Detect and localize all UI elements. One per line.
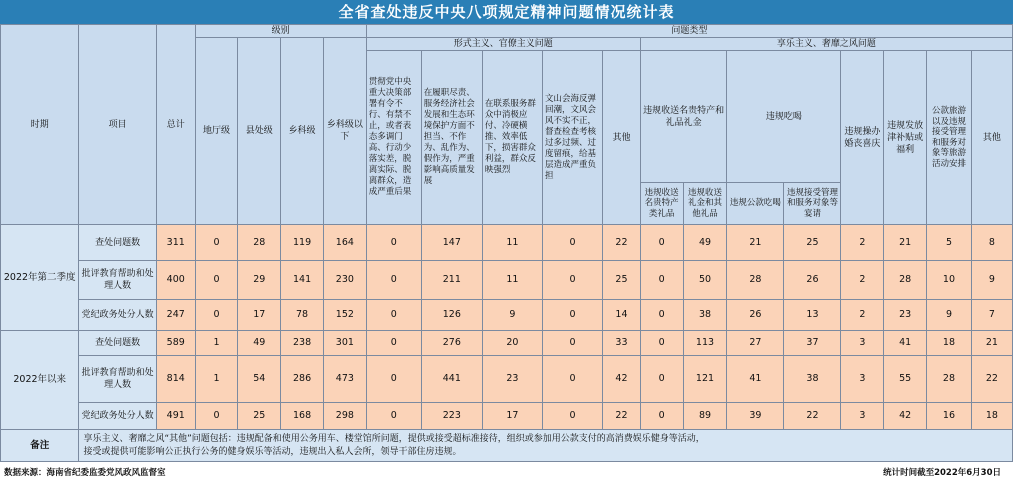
value-cell: 0 — [366, 225, 421, 261]
header-period: 时期 — [1, 25, 79, 225]
value-cell: 2 — [841, 261, 884, 300]
value-cell: 13 — [784, 300, 841, 331]
value-cell: 311 — [156, 225, 195, 261]
header-formalism-1: 贯彻党中央重大决策部署有令不行、有禁不止，或者表态多调门高、行动少落实差，脱离实际、脱离群众，造成严重后果 — [366, 51, 421, 225]
item-cell: 查处问题数 — [79, 331, 156, 356]
item-cell: 批评教育帮助和处理人数 — [79, 356, 156, 403]
item-cell: 批评教育帮助和处理人数 — [79, 261, 156, 300]
value-cell: 78 — [281, 300, 324, 331]
value-cell: 9 — [971, 261, 1012, 300]
value-cell: 28 — [927, 356, 972, 403]
value-cell: 141 — [281, 261, 324, 300]
value-cell: 17 — [238, 300, 281, 331]
value-cell: 8 — [971, 225, 1012, 261]
value-cell: 0 — [640, 261, 683, 300]
header-total: 总计 — [156, 25, 195, 225]
item-cell: 党纪政务处分人数 — [79, 403, 156, 430]
header-item: 项目 — [79, 25, 156, 225]
value-cell: 49 — [238, 331, 281, 356]
value-cell: 301 — [323, 331, 366, 356]
header-formalism-2: 在履职尽责、服务经济社会发展和生态环境保护方面不担当、不作为、乱作为、假作为，严重影响高质量发展 — [421, 51, 482, 225]
note-row — [1, 430, 1013, 462]
note-line-1: 享乐主义、奢靡之风“其他”问题包括：违规配备和使用公务用车、楼堂馆所问题，提供或接受超标准接待，组织或参加用公款支付的高消费娱乐健身等活动， — [83, 433, 705, 444]
note-label: 备注 — [1, 430, 79, 462]
value-cell: 0 — [366, 300, 421, 331]
value-cell: 0 — [195, 261, 238, 300]
header-formalism-3: 在联系服务群众中消极应付、冷硬横推、效率低下，损害群众利益，群众反映强烈 — [482, 51, 542, 225]
table-row — [1, 331, 1013, 356]
stats-table — [0, 24, 1013, 462]
value-cell: 0 — [543, 261, 603, 300]
value-cell: 0 — [640, 403, 683, 430]
value-cell: 1 — [195, 331, 238, 356]
value-cell: 126 — [421, 300, 482, 331]
value-cell: 39 — [727, 403, 784, 430]
header-level-1: 地厅级 — [195, 38, 238, 225]
value-cell: 491 — [156, 403, 195, 430]
value-cell: 33 — [603, 331, 641, 356]
value-cell: 18 — [971, 403, 1012, 430]
value-cell: 0 — [640, 356, 683, 403]
header-dining-group: 违规吃喝 — [727, 51, 841, 183]
value-cell: 29 — [238, 261, 281, 300]
item-cell: 查处问题数 — [79, 225, 156, 261]
header-hedonism-wedding: 违规操办婚丧喜庆 — [841, 51, 884, 225]
value-cell: 0 — [543, 331, 603, 356]
value-cell: 9 — [927, 300, 972, 331]
value-cell: 20 — [482, 331, 542, 356]
value-cell: 0 — [640, 225, 683, 261]
value-cell: 441 — [421, 356, 482, 403]
page-title: 全省查处违反中央八项规定精神问题情况统计表 — [0, 0, 1013, 24]
value-cell: 286 — [281, 356, 324, 403]
header-formalism-5: 其他 — [603, 51, 641, 225]
value-cell: 26 — [784, 261, 841, 300]
value-cell: 38 — [784, 356, 841, 403]
value-cell: 121 — [683, 356, 727, 403]
note-line-2: 接受或提供可能影响公正执行公务的健身娱乐等活动，违规出入私人会所，领导干部住房违规。 — [83, 446, 462, 457]
header-level-group: 级别 — [195, 25, 366, 38]
value-cell: 22 — [971, 356, 1012, 403]
value-cell: 238 — [281, 331, 324, 356]
value-cell: 0 — [640, 331, 683, 356]
value-cell: 276 — [421, 331, 482, 356]
value-cell: 22 — [603, 225, 641, 261]
note-text — [79, 430, 1013, 462]
header-gift-1: 违规收送名贵特产类礼品 — [640, 183, 683, 225]
value-cell: 26 — [727, 300, 784, 331]
value-cell: 113 — [683, 331, 727, 356]
value-cell: 5 — [927, 225, 972, 261]
header-formalism-group: 形式主义、官僚主义问题 — [366, 38, 640, 51]
value-cell: 230 — [323, 261, 366, 300]
value-cell: 21 — [884, 225, 927, 261]
table-row — [1, 300, 1013, 331]
header-hedonism-other: 其他 — [971, 51, 1012, 225]
value-cell: 9 — [482, 300, 542, 331]
value-cell: 473 — [323, 356, 366, 403]
footer — [0, 466, 1013, 480]
header-level-2: 县处级 — [238, 38, 281, 225]
value-cell: 11 — [482, 261, 542, 300]
value-cell: 147 — [421, 225, 482, 261]
period-cell: 2022年以来 — [1, 331, 79, 430]
value-cell: 0 — [195, 300, 238, 331]
header-hedonism-travel: 公款旅游以及违规接受管理和服务对象等旅游活动安排 — [927, 51, 972, 225]
value-cell: 3 — [841, 403, 884, 430]
value-cell: 814 — [156, 356, 195, 403]
value-cell: 2 — [841, 300, 884, 331]
value-cell: 223 — [421, 403, 482, 430]
value-cell: 41 — [727, 356, 784, 403]
value-cell: 0 — [543, 300, 603, 331]
value-cell: 28 — [238, 225, 281, 261]
value-cell: 16 — [927, 403, 972, 430]
value-cell: 211 — [421, 261, 482, 300]
value-cell: 23 — [482, 356, 542, 403]
header-level-3: 乡科级 — [281, 38, 324, 225]
value-cell: 37 — [784, 331, 841, 356]
value-cell: 589 — [156, 331, 195, 356]
value-cell: 28 — [884, 261, 927, 300]
header-formalism-4: 文山会海反弹回潮，文风会风不实不正，督查检查考核过多过频、过度留痕，给基层造成严重负担 — [543, 51, 603, 225]
value-cell: 17 — [482, 403, 542, 430]
data-source: 数据来源：海南省纪委监委党风政风监督室 — [4, 468, 166, 478]
value-cell: 0 — [543, 356, 603, 403]
value-cell: 50 — [683, 261, 727, 300]
value-cell: 10 — [927, 261, 972, 300]
value-cell: 42 — [884, 403, 927, 430]
value-cell: 0 — [195, 403, 238, 430]
value-cell: 168 — [281, 403, 324, 430]
value-cell: 0 — [195, 225, 238, 261]
value-cell: 22 — [603, 403, 641, 430]
value-cell: 0 — [366, 331, 421, 356]
value-cell: 164 — [323, 225, 366, 261]
value-cell: 3 — [841, 331, 884, 356]
value-cell: 21 — [971, 331, 1012, 356]
header-dining-2: 违规接受管理和服务对象等宴请 — [784, 183, 841, 225]
value-cell: 21 — [727, 225, 784, 261]
header-hedonism-group: 享乐主义、奢靡之风问题 — [640, 38, 1012, 51]
header-gift-2: 违规收送礼金和其他礼品 — [683, 183, 727, 225]
value-cell: 400 — [156, 261, 195, 300]
header-level-4: 乡科级以下 — [323, 38, 366, 225]
stat-date: 统计时间截至2022年6月30日 — [883, 468, 1001, 478]
value-cell: 14 — [603, 300, 641, 331]
value-cell: 0 — [543, 225, 603, 261]
value-cell: 55 — [884, 356, 927, 403]
header-type-group: 问题类型 — [366, 25, 1012, 38]
value-cell: 54 — [238, 356, 281, 403]
value-cell: 22 — [784, 403, 841, 430]
value-cell: 49 — [683, 225, 727, 261]
value-cell: 0 — [366, 261, 421, 300]
value-cell: 298 — [323, 403, 366, 430]
value-cell: 11 — [482, 225, 542, 261]
value-cell: 25 — [603, 261, 641, 300]
value-cell: 18 — [927, 331, 972, 356]
value-cell: 0 — [366, 356, 421, 403]
value-cell: 27 — [727, 331, 784, 356]
header-hedonism-subsidy: 违规发放津补贴或福利 — [884, 51, 927, 225]
value-cell: 38 — [683, 300, 727, 331]
value-cell: 0 — [640, 300, 683, 331]
table-row — [1, 225, 1013, 261]
value-cell: 152 — [323, 300, 366, 331]
header-gift-group: 违规收送名贵特产和礼品礼金 — [640, 51, 727, 183]
value-cell: 42 — [603, 356, 641, 403]
value-cell: 89 — [683, 403, 727, 430]
value-cell: 3 — [841, 356, 884, 403]
table-row — [1, 261, 1013, 300]
value-cell: 28 — [727, 261, 784, 300]
item-cell: 党纪政务处分人数 — [79, 300, 156, 331]
value-cell: 41 — [884, 331, 927, 356]
value-cell: 1 — [195, 356, 238, 403]
value-cell: 0 — [543, 403, 603, 430]
value-cell: 23 — [884, 300, 927, 331]
value-cell: 0 — [366, 403, 421, 430]
value-cell: 119 — [281, 225, 324, 261]
value-cell: 7 — [971, 300, 1012, 331]
table-row — [1, 403, 1013, 430]
value-cell: 2 — [841, 225, 884, 261]
table-row — [1, 356, 1013, 403]
value-cell: 25 — [784, 225, 841, 261]
value-cell: 247 — [156, 300, 195, 331]
header-dining-1: 违规公款吃喝 — [727, 183, 784, 225]
value-cell: 25 — [238, 403, 281, 430]
period-cell: 2022年第二季度 — [1, 225, 79, 331]
